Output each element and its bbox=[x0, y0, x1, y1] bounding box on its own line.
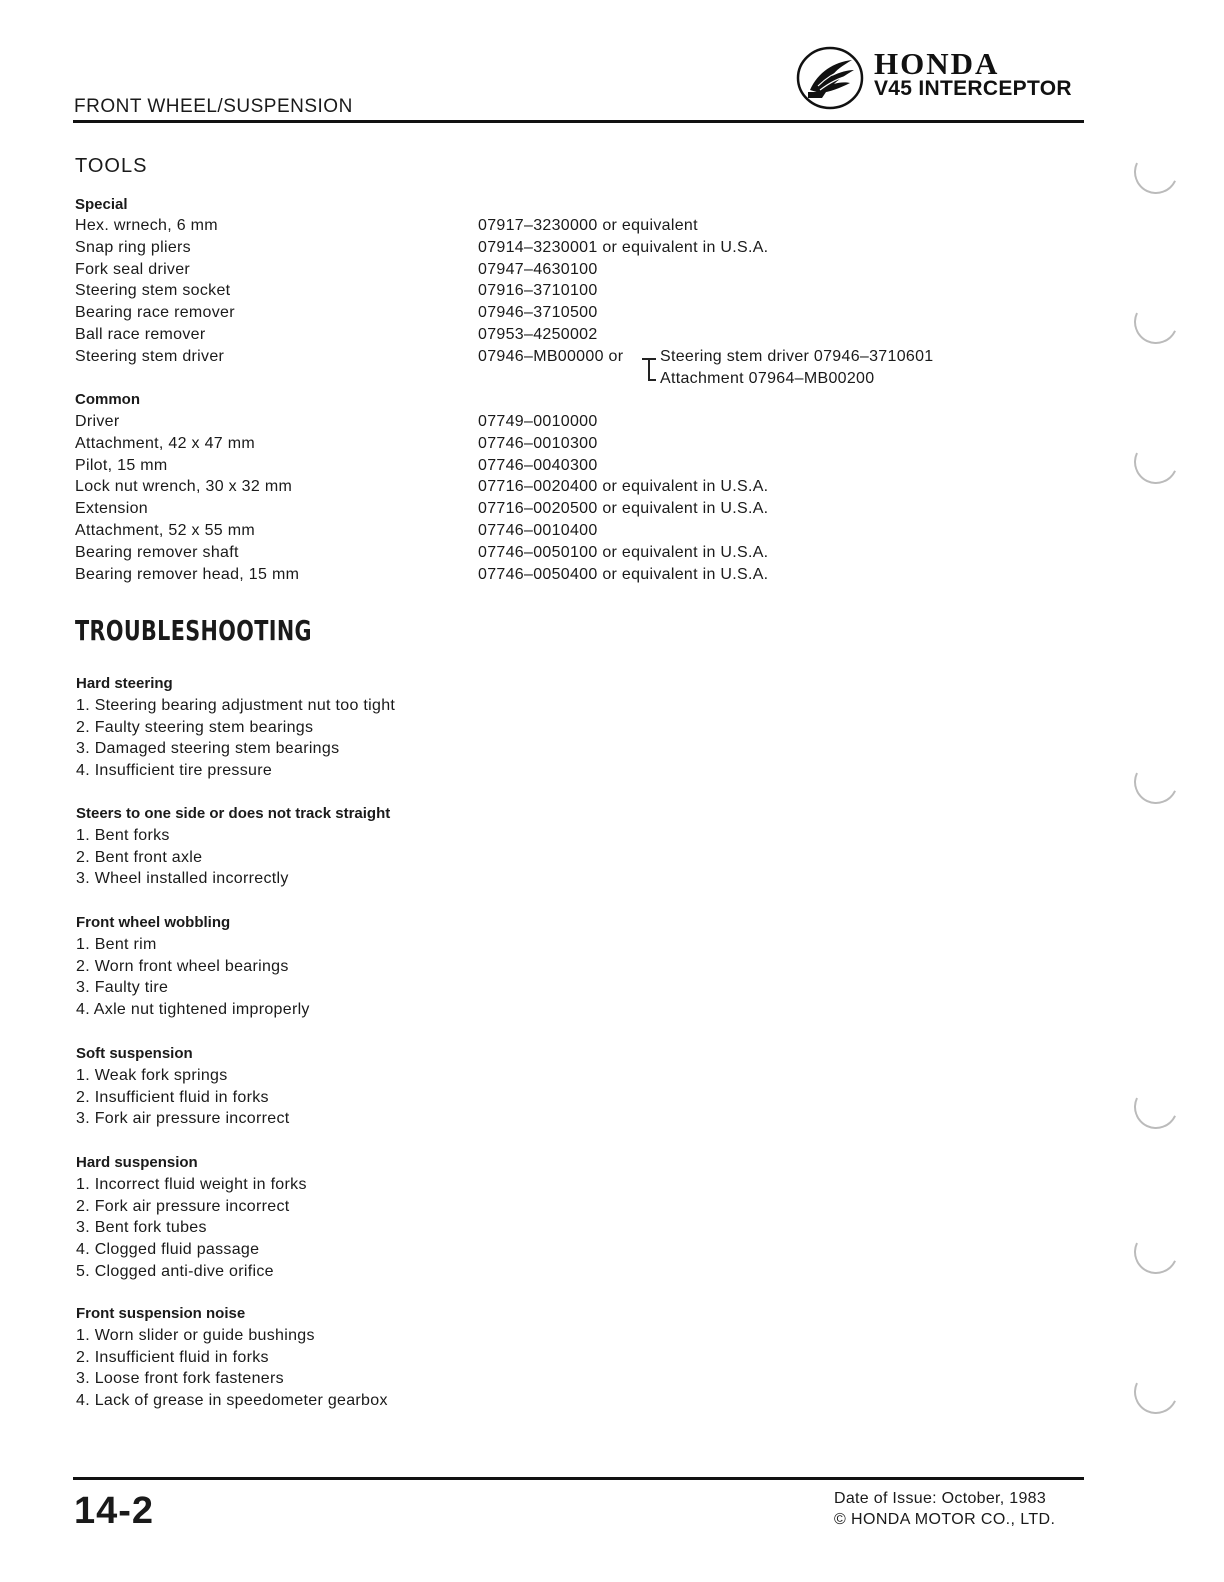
tool-name: Bearing remover head, 15 mm bbox=[75, 565, 300, 583]
tool-part-number: 07716–0020400 or equivalent in U.S.A. bbox=[478, 478, 769, 496]
symptom-group-front-suspension-noise bbox=[76, 1305, 388, 1412]
cause-item: 2. Bent front axle bbox=[76, 848, 203, 866]
page-number: 14-2 bbox=[74, 1490, 155, 1532]
symptom-heading: Front wheel wobbling bbox=[76, 914, 231, 931]
tool-name: Pilot, 15 mm bbox=[75, 456, 168, 474]
common-tools-names bbox=[75, 411, 299, 585]
tool-name: Bearing remover shaft bbox=[75, 543, 239, 561]
tool-part-number: 07746–0010300 bbox=[478, 434, 598, 452]
symptom-heading: Steers to one side or does not track straight bbox=[76, 805, 391, 822]
tool-name: Extension bbox=[75, 500, 148, 518]
tools-heading: TOOLS bbox=[75, 155, 148, 177]
footer-divider bbox=[73, 1477, 1084, 1480]
bracket bbox=[648, 358, 650, 380]
honda-wing-icon bbox=[796, 46, 864, 110]
binder-hole-mark bbox=[1128, 754, 1184, 810]
cause-item: 1. Bent rim bbox=[76, 936, 157, 953]
tool-part-number: 07946–MB00000 or bbox=[478, 347, 624, 365]
cause-item: 1. Steering bearing adjustment nut too tight bbox=[76, 697, 396, 714]
symptom-group-hard-steering bbox=[76, 675, 395, 782]
logo-model: V45 INTERCEPTOR bbox=[874, 77, 1072, 100]
tool-part-number: 07916–3710100 bbox=[478, 282, 598, 300]
symptom-group-steers-to-one-side bbox=[76, 805, 390, 890]
cause-item: 2. Fork air pressure incorrect bbox=[76, 1197, 290, 1215]
tool-part-number: 07746–0050100 or equivalent in U.S.A. bbox=[478, 543, 769, 561]
cause-item: 4. Axle nut tightened improperly bbox=[76, 1001, 310, 1019]
cause-item: 4. Insufficient tire pressure bbox=[76, 762, 273, 780]
tool-part-number: 07746–0040300 bbox=[478, 456, 598, 474]
symptom-group-soft-suspension bbox=[76, 1045, 290, 1130]
cause-item: 4. Lack of grease in speedometer gearbox bbox=[76, 1392, 388, 1410]
tool-name: Hex. wrnech, 6 mm bbox=[75, 217, 218, 234]
symptom-heading: Soft suspension bbox=[76, 1045, 193, 1062]
symptom-heading: Front suspension noise bbox=[76, 1305, 246, 1322]
symptom-heading: Hard steering bbox=[76, 675, 173, 692]
symptom-group-hard-suspension bbox=[76, 1154, 307, 1283]
tool-name: Bearing race remover bbox=[75, 304, 235, 322]
cause-item: 3. Damaged steering stem bearings bbox=[76, 740, 340, 758]
header-divider bbox=[73, 120, 1084, 123]
symptom-group-front-wheel-wobbling bbox=[76, 914, 310, 1021]
tool-name: Steering stem socket bbox=[75, 282, 231, 300]
honda-logo bbox=[796, 44, 1086, 112]
binder-hole-mark bbox=[1128, 1224, 1184, 1280]
binder-hole-mark bbox=[1128, 434, 1184, 490]
cause-item: 1. Bent forks bbox=[76, 827, 170, 844]
tool-name: Lock nut wrench, 30 x 32 mm bbox=[75, 478, 293, 496]
logo-brand: HONDA bbox=[874, 46, 1000, 81]
cause-item: 5. Clogged anti-dive orifice bbox=[76, 1262, 274, 1280]
binder-hole-mark bbox=[1128, 1079, 1184, 1135]
bracket bbox=[648, 379, 656, 381]
tool-part-number: 07716–0020500 or equivalent in U.S.A. bbox=[478, 500, 769, 518]
tool-name: Attachment, 42 x 47 mm bbox=[75, 434, 256, 452]
common-tools-parts bbox=[478, 411, 768, 585]
special-tools-label: Special bbox=[75, 196, 128, 213]
cause-item: 2. Faulty steering stem bearings bbox=[76, 718, 314, 736]
tool-part-number: 07746–0050400 or equivalent in U.S.A. bbox=[478, 565, 769, 583]
tool-name: Attachment, 52 x 55 mm bbox=[75, 521, 256, 539]
binder-hole-mark bbox=[1128, 294, 1184, 350]
tool-part-number: 07947–4630100 bbox=[478, 260, 598, 278]
cause-item: 3. Wheel installed incorrectly bbox=[76, 870, 289, 888]
binder-hole-mark bbox=[1128, 1364, 1184, 1420]
tool-name: Ball race remover bbox=[75, 325, 206, 343]
cause-item: 1. Worn slider or guide bushings bbox=[76, 1327, 315, 1344]
cause-item: 3. Loose front fork fasteners bbox=[76, 1370, 284, 1388]
date-of-issue: Date of Issue: October, 1983 bbox=[834, 1490, 1047, 1507]
steering-driver-alternative bbox=[660, 346, 934, 390]
cause-item: 3. Faulty tire bbox=[76, 979, 169, 997]
common-tools-label: Common bbox=[75, 391, 140, 408]
tool-part-number: 07914–3230001 or equivalent in U.S.A. bbox=[478, 238, 769, 256]
alt-line: Attachment 07964–MB00200 bbox=[660, 369, 875, 387]
section-title: FRONT WHEEL/SUSPENSION bbox=[74, 96, 353, 117]
cause-item: 3. Bent fork tubes bbox=[76, 1219, 207, 1237]
binder-hole-mark bbox=[1128, 144, 1184, 200]
tool-part-number: 07749–0010000 bbox=[478, 413, 598, 430]
special-tools-names bbox=[75, 215, 235, 368]
copyright: © HONDA MOTOR CO., LTD. bbox=[834, 1511, 1056, 1528]
cause-item: 2. Insufficient fluid in forks bbox=[76, 1348, 269, 1366]
cause-item: 4. Clogged fluid passage bbox=[76, 1241, 260, 1259]
tool-name: Steering stem driver bbox=[75, 347, 225, 365]
cause-item: 1. Weak fork springs bbox=[76, 1067, 228, 1084]
tool-part-number: 07917–3230000 or equivalent bbox=[478, 217, 698, 234]
symptom-heading: Hard suspension bbox=[76, 1154, 198, 1171]
tool-name: Snap ring pliers bbox=[75, 238, 191, 256]
cause-item: 2. Worn front wheel bearings bbox=[76, 957, 289, 975]
tool-name: Fork seal driver bbox=[75, 260, 191, 278]
special-tools-parts bbox=[478, 215, 768, 368]
alt-line: Steering stem driver 07946–3710601 bbox=[660, 348, 934, 365]
tool-part-number: 07746–0010400 bbox=[478, 521, 598, 539]
cause-item: 3. Fork air pressure incorrect bbox=[76, 1110, 290, 1128]
troubleshooting-title: TROUBLESHOOTING bbox=[75, 614, 312, 647]
cause-item: 1. Incorrect fluid weight in forks bbox=[76, 1176, 307, 1193]
tool-name: Driver bbox=[75, 413, 120, 430]
tool-part-number: 07953–4250002 bbox=[478, 325, 598, 343]
cause-item: 2. Insufficient fluid in forks bbox=[76, 1088, 269, 1106]
tool-part-number: 07946–3710500 bbox=[478, 304, 598, 322]
